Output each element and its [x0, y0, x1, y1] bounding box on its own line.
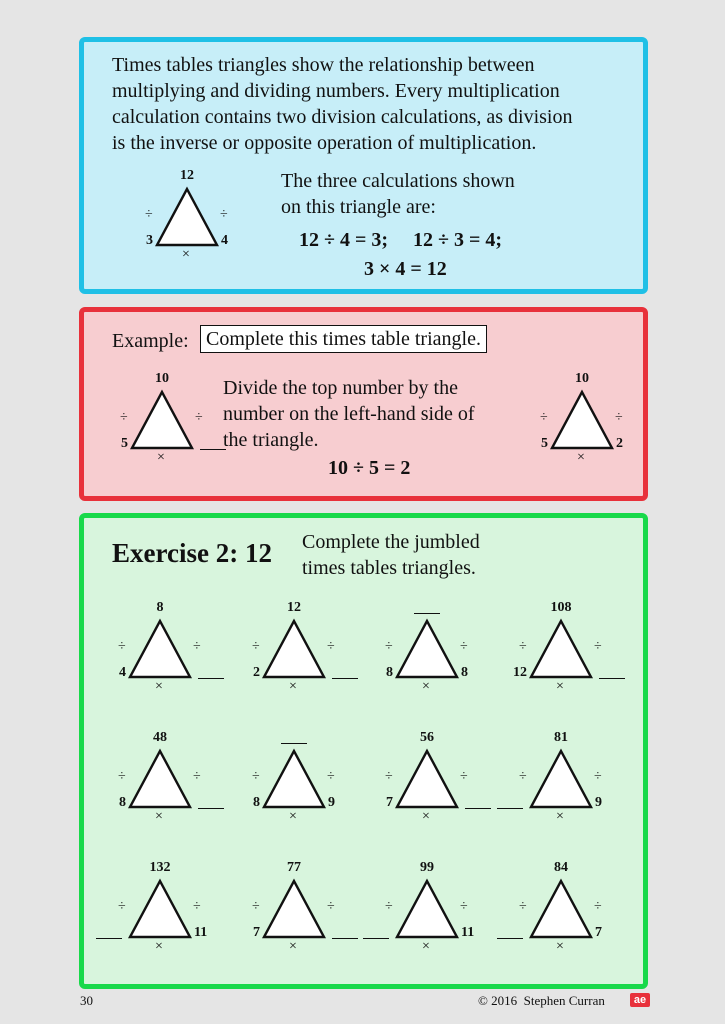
divide-right-symbol: ÷: [594, 769, 602, 784]
intro-line: Times tables triangles show the relationship between: [112, 54, 535, 76]
page-number: 30: [80, 993, 93, 1008]
triangle-right-blank[interactable]: [332, 678, 358, 679]
triangle-right-blank[interactable]: [200, 449, 226, 450]
triangle-left-blank[interactable]: [96, 938, 122, 939]
triangle-left-number: 5: [541, 436, 548, 451]
multiply-symbol: ×: [155, 809, 163, 824]
triangle-right-number: 9: [595, 795, 602, 810]
divide-left-symbol: ÷: [519, 639, 527, 654]
divide-left-symbol: ÷: [385, 639, 393, 654]
triangle-right-number: 11: [194, 925, 208, 940]
triangle-right-blank[interactable]: [599, 678, 625, 679]
multiply-symbol: ×: [422, 809, 430, 824]
triangle-right-number: 11: [461, 925, 475, 940]
triangle-outline: [529, 749, 593, 809]
exercise-instruction: [302, 529, 480, 581]
divide-left-symbol: ÷: [252, 639, 260, 654]
triangle-left-number: 12: [513, 665, 527, 680]
multiply-symbol: ×: [289, 939, 297, 954]
triangle-left-number: 7: [386, 795, 393, 810]
divide-right-symbol: ÷: [594, 639, 602, 654]
triangle-outline: [130, 390, 194, 450]
divide-right-symbol: ÷: [193, 899, 201, 914]
divide-left-symbol: ÷: [540, 410, 548, 425]
intro-line: is the inverse or opposite operation of multiplication.: [112, 132, 537, 154]
triangle-left-number: 2: [253, 665, 260, 680]
triangle-outline: [550, 390, 614, 450]
triangle-top-number: 10: [155, 371, 169, 386]
triangle-left-blank[interactable]: [497, 938, 523, 939]
triangle-right-blank[interactable]: [465, 808, 491, 809]
calc-text-line: on this triangle are:: [281, 196, 436, 218]
divide-left-symbol: ÷: [118, 769, 126, 784]
divide-right-symbol: ÷: [327, 899, 335, 914]
divide-left-symbol: ÷: [385, 899, 393, 914]
triangle-top-blank[interactable]: [281, 743, 307, 744]
multiply-symbol: ×: [155, 679, 163, 694]
triangle-top-number: 12: [287, 600, 301, 615]
intro-line: calculation contains two division calculations, as division: [112, 106, 573, 128]
divide-left-symbol: ÷: [118, 899, 126, 914]
triangle-right-blank[interactable]: [198, 678, 224, 679]
instruction-line: number on the left-hand side of: [223, 403, 475, 425]
triangle-outline: [395, 749, 459, 809]
triangle-left-number: 8: [253, 795, 260, 810]
triangle-right-number: 9: [328, 795, 335, 810]
triangle-top-number: 8: [156, 600, 164, 615]
triangle-top-number: 132: [149, 860, 171, 875]
divide-right-symbol: ÷: [460, 639, 468, 654]
calc-text-line: The three calculations shown: [281, 170, 515, 192]
divide-left-symbol: ÷: [519, 769, 527, 784]
divide-right-symbol: ÷: [327, 769, 335, 784]
triangle-top-blank[interactable]: [414, 613, 440, 614]
triangle-outline: [128, 749, 192, 809]
triangle-left-number: 4: [119, 665, 126, 680]
divide-left-symbol: ÷: [145, 207, 153, 222]
divide-right-symbol: ÷: [460, 769, 468, 784]
triangle-outline: [262, 619, 326, 679]
triangle-outline: [155, 187, 219, 247]
triangle-top-number: 56: [420, 730, 434, 745]
example-equation: 10 ÷ 5 = 2: [328, 457, 411, 479]
divide-right-symbol: ÷: [594, 899, 602, 914]
intro-paragraph: [112, 52, 572, 156]
triangle-right-number: 2: [616, 436, 623, 451]
divide-right-symbol: ÷: [615, 410, 623, 425]
example-task-box: Complete this times table triangle.: [200, 325, 487, 353]
triangle-top-number: 81: [554, 730, 568, 745]
triangle-outline: [128, 879, 192, 939]
triangle-outline: [128, 619, 192, 679]
multiply-symbol: ×: [157, 450, 165, 465]
triangle-outline: [529, 879, 593, 939]
instruction-line: Divide the top number by the: [223, 377, 458, 399]
triangle-top-number: 48: [153, 730, 167, 745]
triangle-right-number: 8: [461, 665, 468, 680]
multiply-symbol: ×: [556, 939, 564, 954]
triangle-outline: [529, 619, 593, 679]
triangle-left-blank[interactable]: [497, 808, 523, 809]
exercise-title: Exercise 2: 12: [112, 538, 272, 568]
divide-left-symbol: ÷: [118, 639, 126, 654]
triangle-left-number: 7: [253, 925, 260, 940]
multiply-symbol: ×: [556, 809, 564, 824]
instruction-line: times tables triangles.: [302, 557, 476, 579]
publisher-logo: ae: [630, 993, 650, 1007]
triangle-left-number: 8: [119, 795, 126, 810]
multiply-symbol: ×: [155, 939, 163, 954]
triangle-outline: [262, 749, 326, 809]
triangle-top-number: 10: [575, 371, 589, 386]
instruction-line: the triangle.: [223, 429, 319, 451]
divide-left-symbol: ÷: [252, 899, 260, 914]
triangle-right-blank[interactable]: [332, 938, 358, 939]
triangle-top-number: 12: [180, 168, 194, 183]
intro-line: multiplying and dividing numbers. Every multiplication: [112, 80, 560, 102]
divide-right-symbol: ÷: [327, 639, 335, 654]
example-label: Example:: [112, 330, 189, 352]
copyright: © 2016 Stephen Curran: [478, 993, 605, 1008]
triangle-top-number: 99: [420, 860, 434, 875]
divide-left-symbol: ÷: [385, 769, 393, 784]
divide-left-symbol: ÷: [252, 769, 260, 784]
divide-right-symbol: ÷: [193, 769, 201, 784]
triangle-outline: [395, 619, 459, 679]
multiply-symbol: ×: [422, 679, 430, 694]
triangle-left-blank[interactable]: [363, 938, 389, 939]
triangle-right-number: 4: [221, 233, 228, 248]
divide-right-symbol: ÷: [195, 410, 203, 425]
multiply-symbol: ×: [289, 809, 297, 824]
divide-left-symbol: ÷: [120, 410, 128, 425]
multiply-symbol: ×: [556, 679, 564, 694]
instruction-line: Complete the jumbled: [302, 531, 480, 553]
divide-right-symbol: ÷: [193, 639, 201, 654]
triangle-left-number: 3: [146, 233, 153, 248]
intro-calc-line1: 12 ÷ 4 = 3; 12 ÷ 3 = 4;: [299, 229, 503, 251]
multiply-symbol: ×: [422, 939, 430, 954]
triangle-top-number: 108: [550, 600, 572, 615]
divide-right-symbol: ÷: [460, 899, 468, 914]
triangle-right-blank[interactable]: [198, 808, 224, 809]
triangle-left-number: 8: [386, 665, 393, 680]
triangle-right-number: 7: [595, 925, 602, 940]
triangle-outline: [262, 879, 326, 939]
triangle-outline: [395, 879, 459, 939]
multiply-symbol: ×: [289, 679, 297, 694]
multiply-symbol: ×: [577, 450, 585, 465]
divide-left-symbol: ÷: [519, 899, 527, 914]
triangle-top-number: 84: [554, 860, 568, 875]
intro-calc-line2: 3 × 4 = 12: [364, 258, 447, 280]
example-instruction: [223, 375, 475, 453]
intro-calc-text: [281, 168, 515, 220]
triangle-left-number: 5: [121, 436, 128, 451]
divide-right-symbol: ÷: [220, 207, 228, 222]
triangle-top-number: 77: [287, 860, 301, 875]
multiply-symbol: ×: [182, 247, 190, 262]
